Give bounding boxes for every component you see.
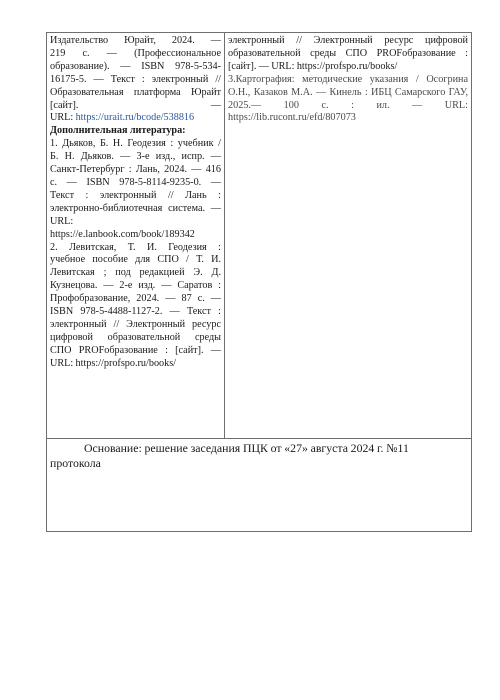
item2-line-3: Левитская ; под редакцией Э. Д.	[50, 267, 221, 279]
basis-line-1	[50, 441, 468, 456]
basis-row	[47, 439, 472, 532]
main-literature-url-line	[50, 112, 221, 125]
left-column-cell	[47, 33, 225, 439]
item2-line-2: учебное пособие для СПО / Т. И.	[50, 254, 221, 266]
item3-line-1: 3.Картография: методические указания / Осогрина	[228, 73, 468, 85]
continuation-line-4: 16175-5. — Текст : электронный //	[50, 73, 221, 85]
item2-line-5: Профобразование, 2024. — 87 с. —	[50, 293, 221, 305]
basis-line-2: протокола	[50, 455, 101, 470]
right-line-3: [сайт]. — URL: https://profspo.ru/books/	[228, 60, 398, 72]
basis-cell	[47, 439, 472, 532]
item3-line-2: О.Н., Казаков М.А. — Кинель : ИБЦ Самарского ГАУ,	[228, 86, 468, 98]
right-column-cell	[225, 33, 472, 439]
right-line-2: образовательной среды СПО PROFобразование :	[228, 47, 468, 59]
item1-line-7: URL:	[50, 215, 74, 227]
continuation-line-3: образование). — ISBN 978-5-534-	[50, 60, 221, 72]
item1-url[interactable]: https://e.lanbook.com/book/189342	[50, 228, 195, 240]
basis-text: Основание: решение заседания ПЦК от «27» августа 2024 г. №11	[84, 441, 409, 455]
item2-line-7: электронный // Электронный ресурс	[50, 318, 221, 330]
url-prefix: URL:	[50, 112, 76, 124]
item2-line-4: Кузнецова. — 2-е изд. — Саратов :	[50, 280, 221, 292]
right-line-1: электронный // Электронный ресурс цифровой	[228, 35, 468, 46]
item2-line-1: 2. Левитская, Т. И. Геодезия :	[50, 241, 221, 253]
item3-line-3: 2025.— 100 с. : ил. — URL:	[228, 99, 468, 111]
item1-line-5: Текст : электронный // Лань :	[50, 189, 221, 201]
literature-table	[46, 32, 472, 532]
continuation-line-5: Образовательная платформа Юрайт	[50, 86, 221, 98]
literature-row	[47, 33, 472, 439]
continuation-line-6: [сайт]. —	[50, 99, 221, 111]
item1-line-3: Санкт-Петербург : Лань, 2024. — 416	[50, 164, 221, 176]
item1-line-2: Б. Н. Дьяков. — 3-е изд., испр. —	[50, 151, 221, 163]
item2-line-6: ISBN 978-5-4488-1127-2. — Текст :	[50, 306, 221, 318]
item1-line-1: 1. Дьяков, Б. Н. Геодезия : учебник /	[50, 138, 221, 150]
item2-line-10: URL: https://profspo.ru/books/	[50, 357, 177, 369]
continuation-line-1: Издательство Юрайт, 2024. —	[50, 35, 221, 46]
urait-link[interactable]: https://urait.ru/bcode/538816	[75, 112, 195, 124]
item1-line-4: с. — ISBN 978-5-8114-9235-0. —	[50, 176, 221, 188]
item2-line-8: цифровой образовательной среды	[50, 331, 221, 343]
item3-url[interactable]: https://lib.rucont.ru/efd/807073	[228, 112, 356, 124]
item2-line-9: СПО PROFобразование : [сайт]. —	[50, 344, 221, 356]
continuation-line-2: 219 с. — (Профессиональное	[50, 47, 221, 59]
item1-line-6: электронно-библиотечная система. —	[50, 202, 221, 214]
additional-literature-heading: Дополнительная литература:	[50, 125, 186, 137]
